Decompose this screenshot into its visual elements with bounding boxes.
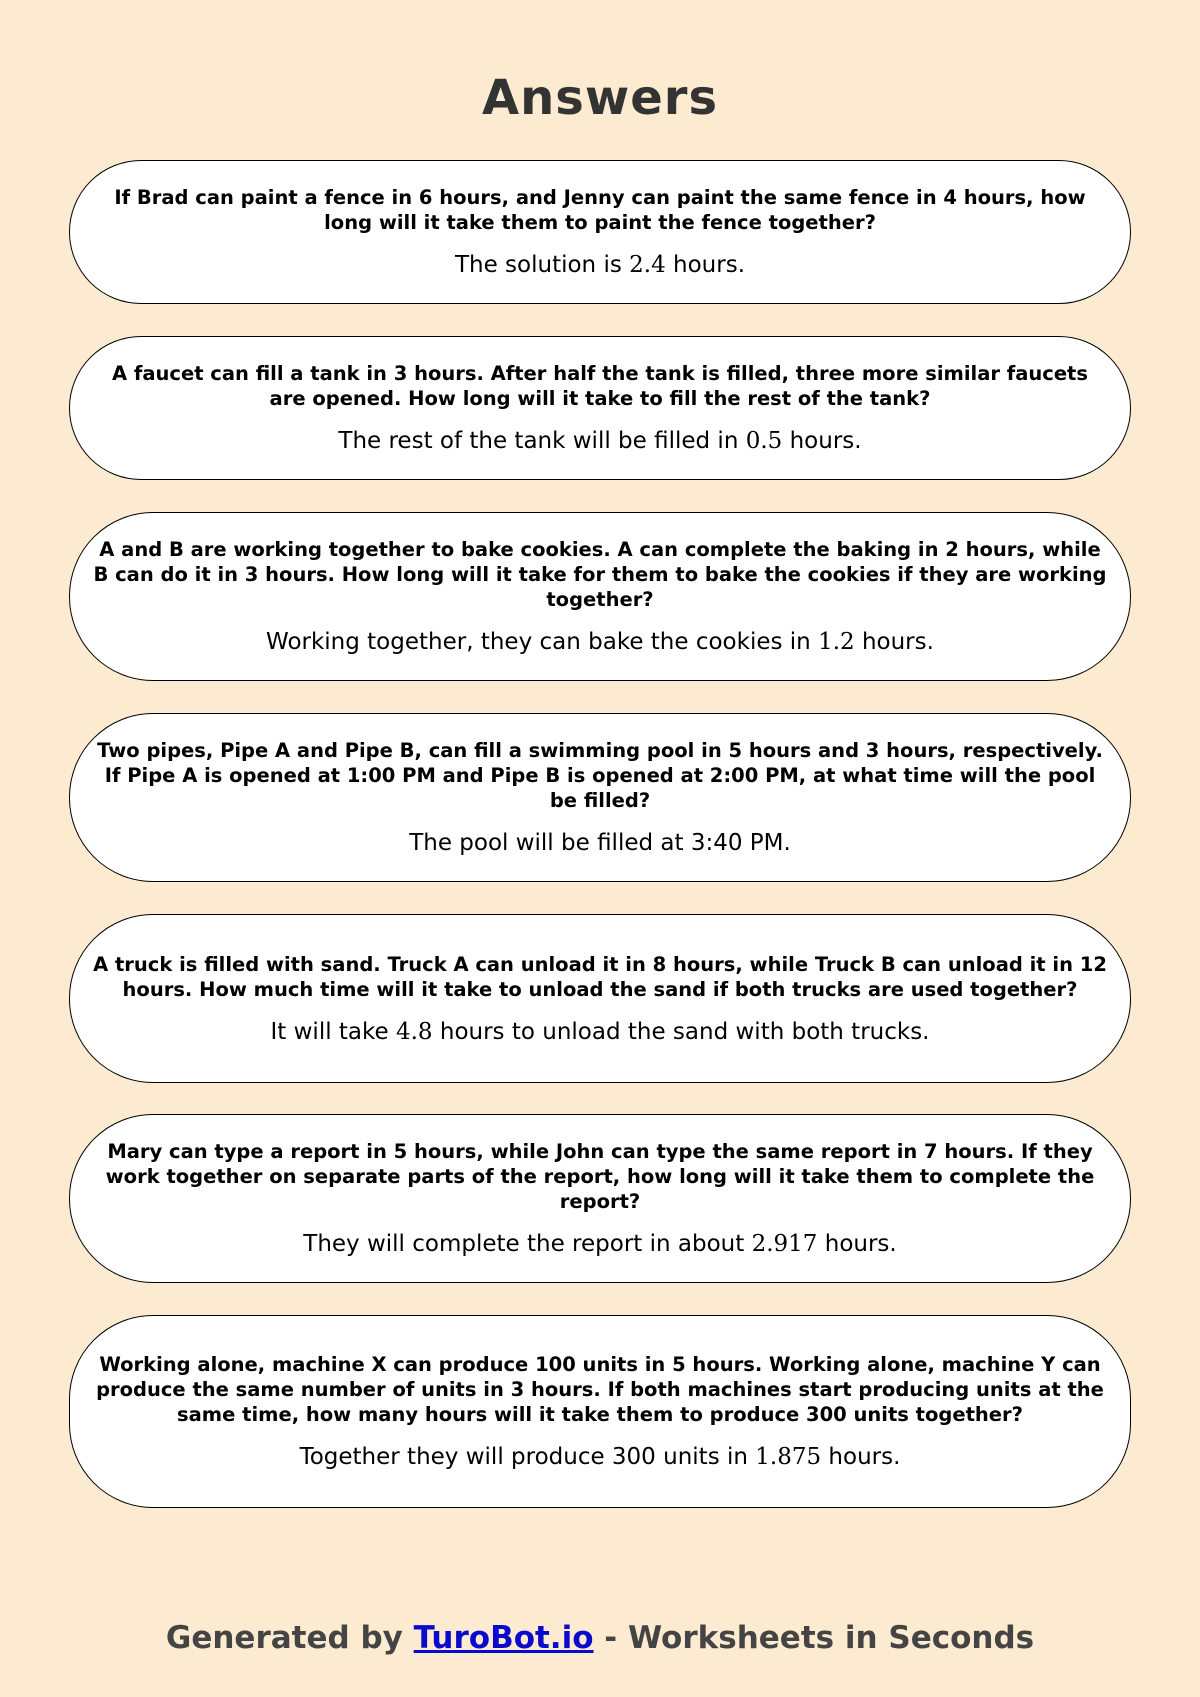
- footer-prefix: Generated by: [165, 1620, 414, 1656]
- answer-text: [409, 829, 791, 857]
- answer-prefix: It will take: [270, 1018, 396, 1045]
- question-text: If Brad can paint a fence in 6 hours, and Jenny can paint the same fence in 4 hours, how long will it take them to paint the fence together?: [114, 186, 1086, 234]
- answer-card-1: [69, 160, 1131, 304]
- answer-suffix: hours.: [665, 252, 746, 278]
- answer-suffix: hours to unload the sand with both trucks.: [432, 1018, 930, 1045]
- answer-value: 0.5: [745, 428, 783, 454]
- page-title: Answers: [481, 70, 719, 126]
- footer-suffix: - Worksheets in Seconds: [593, 1620, 1035, 1656]
- answer-text: [271, 1018, 930, 1046]
- answer-card-5: [69, 914, 1131, 1083]
- answer-card-6: [69, 1114, 1131, 1283]
- question-text: Two pipes, Pipe A and Pipe B, can fill a swimming pool in 5 hours and 3 hours, respectively. If Pipe A is opened at 1:00 PM and Pipe B is opened at 2:00 PM, at what time will the pool be filled?: [97, 739, 1103, 812]
- answer-value: 2.917: [751, 1231, 818, 1257]
- footer: [0, 1616, 1200, 1660]
- answer-suffix: hours.: [817, 1231, 897, 1257]
- answer-value: 1.875: [755, 1444, 822, 1470]
- answer-card-2: [69, 336, 1131, 480]
- answer-prefix: Working together, they can bake the cookies in: [266, 629, 819, 655]
- answer-text: [338, 427, 861, 455]
- question-text: A faucet can fill a tank in 3 hours. After half the tank is filled, three more similar faucets are opened. How long will it take to fill the rest of the tank?: [112, 362, 1088, 410]
- answer-card-4: [69, 713, 1131, 882]
- answer-value: 1.2: [818, 629, 855, 655]
- question-text: A truck is filled with sand. Truck A can unload it in 8 hours, while Truck B can unload it in 12 hours. How much time will it take to unload the sand if both trucks are used together?: [93, 952, 1107, 1001]
- answer-card-7: [69, 1315, 1131, 1508]
- question-text: Mary can type a report in 5 hours, while John can type the same report in 7 hours. If they work together on separate parts of the report, how long will it take them to complete the report?: [105, 1140, 1095, 1213]
- question-text: A and B are working together to bake cookies. A can complete the baking in 2 hours, while B can do it in 3 hours. How long will it take for them to bake the cookies if they are working together?: [93, 538, 1107, 611]
- answer-prefix: The rest of the tank will be filled in: [338, 428, 746, 454]
- question-text: Working alone, machine X can produce 100 units in 5 hours. Working alone, machine Y can produce the same number of units in 3 hours. If both machines start producing units at the same time, how many hours will it take them to produce 300 units together?: [96, 1353, 1104, 1426]
- answer-value: 2.4: [629, 252, 666, 278]
- turobot-link[interactable]: TuroBot.io: [413, 1620, 594, 1656]
- answer-suffix: hours.: [854, 629, 934, 655]
- answer-card-3: [69, 512, 1131, 681]
- answer-text: [303, 1230, 896, 1258]
- answer-text: [266, 628, 934, 656]
- answer-prefix: The solution is: [454, 252, 630, 278]
- answer-value: 4.8: [395, 1018, 433, 1045]
- answer-text: [455, 251, 745, 279]
- answer-suffix: hours.: [782, 428, 862, 454]
- answer-suffix: hours.: [821, 1444, 901, 1470]
- answer-prefix: The pool will be filled at 3:40 PM.: [409, 830, 791, 856]
- answer-prefix: They will complete the report in about: [303, 1231, 752, 1257]
- answer-prefix: Together they will produce 300 units in: [299, 1444, 756, 1470]
- answer-text: [300, 1443, 901, 1471]
